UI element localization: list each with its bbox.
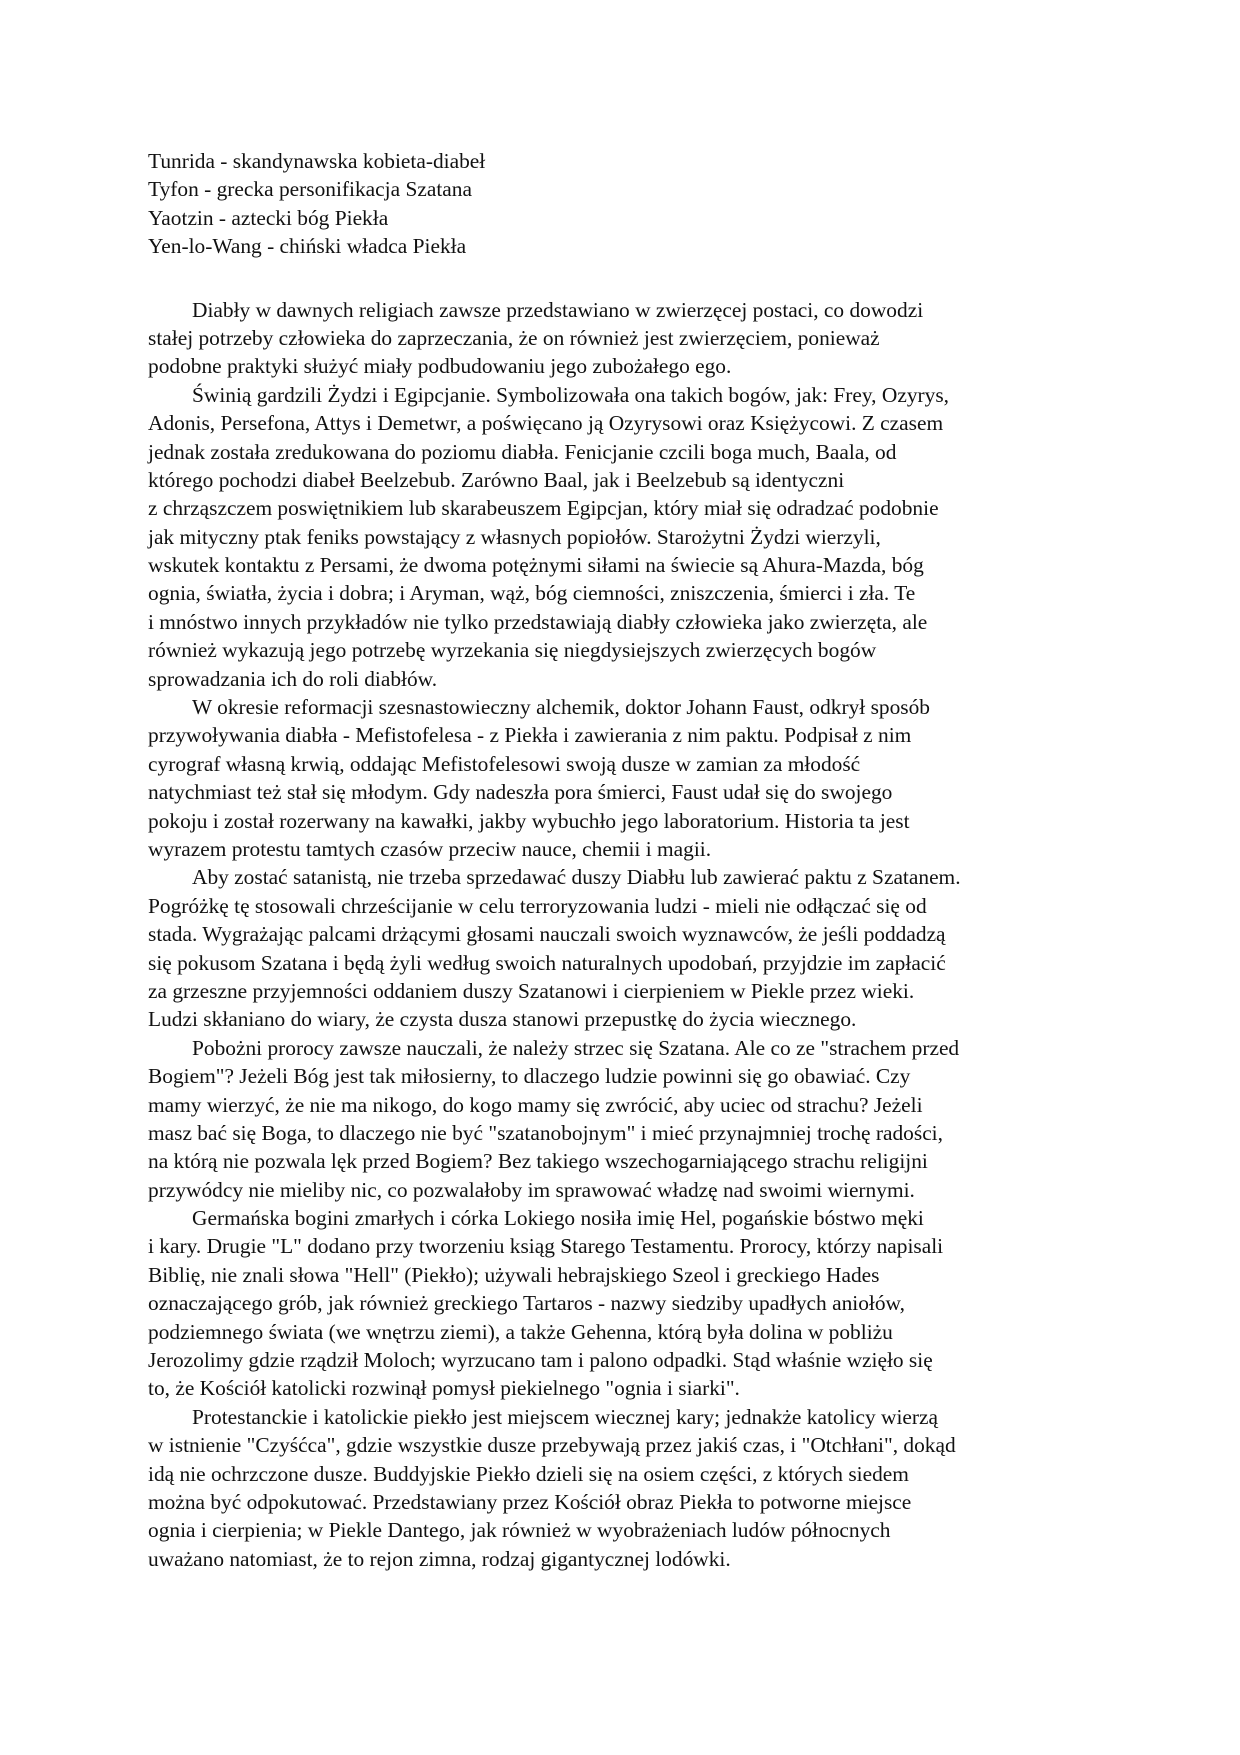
paragraph-line: ognia, światła, życia i dobra; i Aryman, wąż, bóg ciemności, zniszczenia, śmierci i zła. Te	[148, 581, 916, 606]
paragraph-line: na którą nie pozwala lęk przed Bogiem? Bez takiego wszechogarniającego strachu religijni	[148, 1149, 928, 1174]
paragraph-line: jednak została zredukowana do poziomu diabła. Fenicjanie czcili boga much, Baala, od	[148, 439, 897, 464]
paragraph-line: Germańska bogini zmarłych i córka Lokiego nosiła imię Hel, pogańskie bóstwo męki	[192, 1206, 924, 1231]
paragraph-line: Jerozolimy gdzie rządził Moloch; wyrzucano tam i palono odpadki. Stąd właśnie wzięło się	[148, 1348, 933, 1373]
paragraph-line: i kary. Drugie "L" dodano przy tworzeniu ksiąg Starego Testamentu. Prorocy, którzy napisali	[148, 1234, 944, 1259]
glossary-entry: Tyfon - grecka personifikacja Szatana	[148, 177, 472, 202]
paragraph-line: pokoju i został rozerwany na kawałki, jakby wybuchło jego laboratorium. Historia ta jest	[148, 808, 910, 833]
paragraph-line: stałej potrzeby człowieka do zaprzeczania, że on również jest zwierzęciem, ponieważ	[148, 325, 880, 350]
paragraph-hel	[148, 1204, 1093, 1403]
paragraph-line: Adonis, Persefona, Attys i Demetwr, a poświęcano ją Ozyrysowi oraz Księżycowi. Z czasem	[148, 411, 944, 436]
paragraph-line: uważano natomiast, że to rejon zimna, rodzaj gigantycznej lodówki.	[148, 1546, 731, 1571]
paragraph-line: Biblię, nie znali słowa "Hell" (Piekło); używali hebrajskiego Szeol i greckiego Hades	[148, 1262, 880, 1287]
paragraph-line: mamy wierzyć, że nie ma nikogo, do kogo mamy się zwrócić, aby uciec od strachu? Jeżeli	[148, 1092, 923, 1117]
paragraph-hell-concepts	[148, 1403, 1093, 1573]
paragraph-line: się pokusom Szatana i będą żyli według swoich naturalnych upodobań, przyjdzie im zapłacić	[148, 950, 946, 975]
paragraph-line: Protestanckie i katolickie piekło jest miejscem wiecznej kary; jednakże katolicy wierzą	[192, 1404, 938, 1429]
paragraph-satanist	[148, 863, 1093, 1033]
paragraph-line: również wykazują jego potrzebę wyrzekania się niegdysiejszych zwierzęcych bogów	[148, 638, 877, 663]
paragraph-line: i mnóstwo innych przykładów nie tylko przedstawiają diabły człowieka jako zwierzęta, ale	[148, 609, 928, 634]
paragraph-line: cyrograf własną krwią, oddając Mefistofelesowi swoją dusze w zamian za młodość	[148, 751, 861, 776]
glossary-entry: Yen-lo-Wang - chiński władca Piekła	[148, 234, 467, 259]
paragraph-line: oznaczającego grób, jak również greckiego Tartaros - nazwy siedziby upadłych aniołów,	[148, 1291, 905, 1316]
glossary-list	[148, 147, 1093, 261]
paragraph-line: wskutek kontaktu z Persami, że dwoma potężnymi siłami na świecie są Ahura-Mazda, bóg	[148, 553, 924, 578]
paragraph-line: którego pochodzi diabeł Beelzebub. Zarówno Baal, jak i Beelzebub są identyczni	[148, 467, 845, 492]
paragraph-line: Pogróżkę tę stosowali chrześcijanie w celu terroryzowania ludzi - mieli nie odłączać się od	[148, 893, 927, 918]
paragraph-line: podobne praktyki służyć miały podbudowaniu jego zubożałego ego.	[148, 354, 732, 379]
paragraph-line: wyrazem protestu tamtych czasów przeciw nauce, chemii i magii.	[148, 836, 712, 861]
glossary-entry: Yaotzin - aztecki bóg Piekła	[148, 205, 389, 230]
document-body	[148, 147, 1093, 1573]
paragraph-line: z chrząszczem poswiętnikiem lub skarabeuszem Egipcjan, który miał się odradzać podobnie	[148, 496, 939, 521]
paragraph-line: Ludzi skłaniano do wiary, że czysta dusza stanowi przepustkę do życia wiecznego.	[148, 1007, 857, 1032]
paragraph-line: przywoływania diabła - Mefistofelesa - z Piekła i zawierania z nim paktu. Podpisał z nim	[148, 723, 912, 748]
paragraph-line: Diabły w dawnych religiach zawsze przedstawiano w zwierzęcej postaci, co dowodzi	[192, 297, 924, 322]
paragraph-line: Pobożni prorocy zawsze nauczali, że należy strzec się Szatana. Ale co ze "strachem przed	[192, 1035, 960, 1060]
paragraph-line: idą nie ochrzczone dusze. Buddyjskie Piekło dzieli się na osiem części, z których siedem	[148, 1461, 909, 1486]
paragraph-line: sprowadzania ich do roli diabłów.	[148, 666, 438, 691]
paragraph-swine	[148, 381, 1093, 693]
paragraph-line: przywódcy nie mieliby nic, co pozwalałoby im sprawować władzę nad swoimi wiernymi.	[148, 1177, 915, 1202]
paragraph-line: podziemnego świata (we wnętrzu ziemi), a także Gehenna, którą była dolina w pobliżu	[148, 1319, 893, 1344]
paragraph-line: Aby zostać satanistą, nie trzeba sprzedawać duszy Diabłu lub zawierać paktu z Szatanem.	[192, 865, 961, 890]
section-spacer	[148, 261, 1093, 296]
paragraph-animal-devils	[148, 296, 1093, 381]
paragraph-line: w istnienie "Czyśćca", gdzie wszystkie dusze przebywają przez jakiś czas, i "Otchłani", dokąd	[148, 1433, 956, 1458]
paragraph-line: jak mityczny ptak feniks powstający z własnych popiołów. Starożytni Żydzi wierzyli,	[148, 524, 881, 549]
paragraph-line: natychmiast też stał się młodym. Gdy nadeszła pora śmierci, Faust udał się do swojego	[148, 780, 893, 805]
paragraph-line: za grzeszne przyjemności oddaniem duszy Szatanowi i cierpieniem w Piekle przez wieki.	[148, 978, 915, 1003]
paragraph-fear-of-god	[148, 1034, 1093, 1204]
paragraph-line: Bogiem"? Jeżeli Bóg jest tak miłosierny, to dlaczego ludzie powinni się go obawiać. Czy	[148, 1064, 911, 1089]
paragraph-line: masz bać się Boga, to dlaczego nie być "szatanobojnym" i mieć przynajmniej trochę radości,	[148, 1120, 943, 1145]
glossary-entry: Tunrida - skandynawska kobieta-diabeł	[148, 149, 486, 173]
paragraph-faust	[148, 693, 1093, 863]
paragraph-line: to, że Kościół katolicki rozwinął pomysł piekielnego "ognia i siarki".	[148, 1376, 740, 1401]
paragraph-line: W okresie reformacji szesnastowieczny alchemik, doktor Johann Faust, odkrył sposób	[192, 695, 930, 720]
paragraph-line: Świnią gardzili Żydzi i Egipcjanie. Symbolizowała ona takich bogów, jak: Frey, Ozyrys,	[192, 382, 950, 407]
paragraph-line: stada. Wygrażając palcami drżącymi głosami nauczali swoich wyznawców, że jeśli poddadzą	[148, 922, 946, 947]
paragraph-line: ognia i cierpienia; w Piekle Dantego, jak również w wyobrażeniach ludów północnych	[148, 1518, 891, 1543]
paragraph-line: można być odpokutować. Przedstawiany przez Kościół obraz Piekła to potworne miejsce	[148, 1489, 912, 1514]
